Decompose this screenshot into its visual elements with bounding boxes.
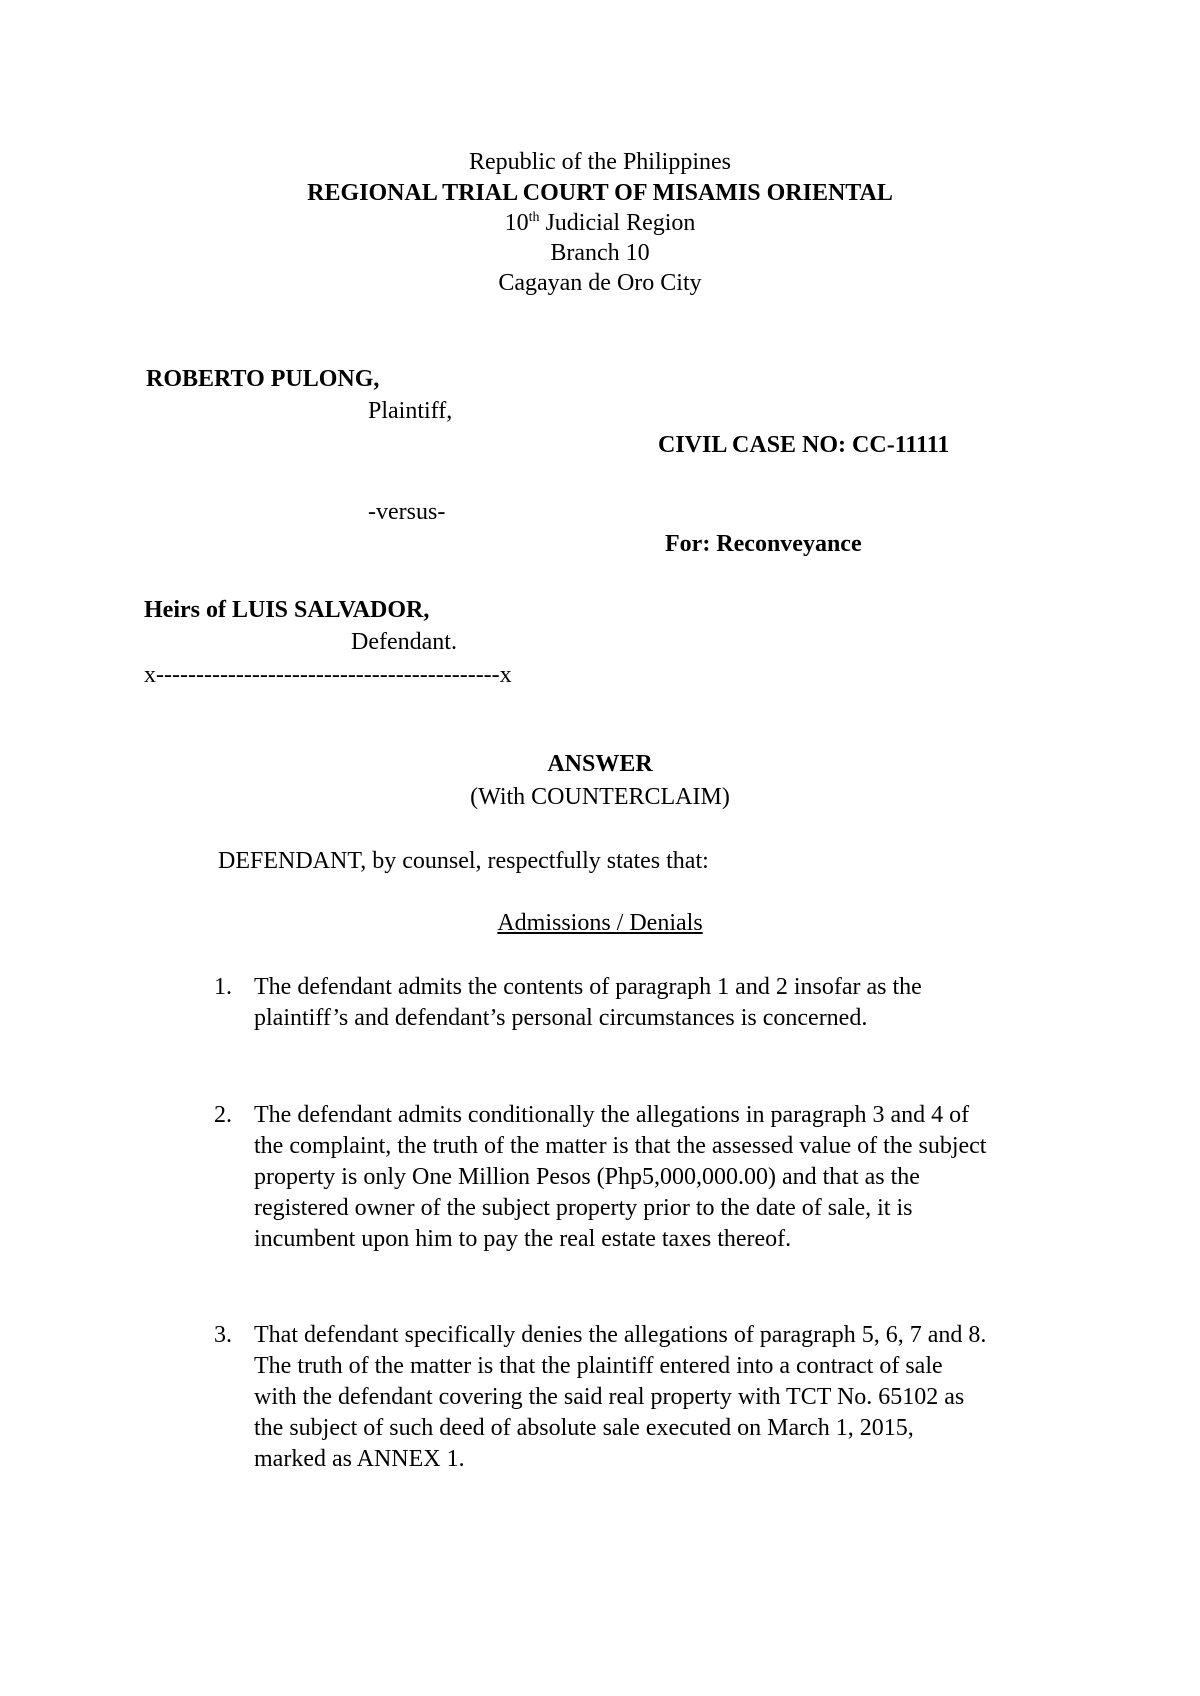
paragraph-text (254, 1320, 1058, 1475)
defendant-name: Heirs of LUIS SALVADOR, (144, 597, 430, 623)
paragraph-line: marked as ANNEX 1. (254, 1446, 465, 1472)
header-branch: Branch 10 (550, 240, 650, 266)
paragraph-1 (214, 972, 1058, 1034)
document-title: ANSWER (547, 751, 653, 777)
paragraph-2 (214, 1100, 1058, 1255)
paragraph-line: registered owner of the subject property prior to the date of sale, it is (254, 1195, 913, 1221)
header-region-num: 10 (504, 210, 529, 236)
paragraph-number: 3. (214, 1322, 232, 1348)
paragraph-line: the subject of such deed of absolute sale executed on March 1, 2015, (254, 1415, 914, 1441)
paragraph-text (254, 972, 1058, 1034)
paragraph-line: incumbent upon him to pay the real estate taxes thereof. (254, 1226, 792, 1252)
case-nature: For: Reconveyance (665, 531, 862, 557)
caption-separator: x-------------------------------------------x (144, 662, 512, 688)
paragraph-line: That defendant specifically denies the allegations of paragraph 5, 6, 7 and 8. (254, 1322, 987, 1348)
paragraph-number: 1. (214, 974, 232, 1000)
case-number: CIVIL CASE NO: CC-11111 (658, 432, 950, 458)
defendant-role: Defendant. (351, 629, 457, 655)
header-country: Republic of the Philippines (469, 149, 731, 175)
paragraph-line: plaintiff’s and defendant’s personal circumstances is concerned. (254, 1005, 868, 1031)
versus-label: -versus- (368, 499, 446, 525)
plaintiff-name: ROBERTO PULONG, (146, 366, 380, 392)
header-court: REGIONAL TRIAL COURT OF MISAMIS ORIENTAL (307, 180, 893, 206)
header-region-rest: Judicial Region (539, 210, 696, 236)
paragraph-line: The truth of the matter is that the plaintiff entered into a contract of sale (254, 1353, 943, 1379)
paragraph-line: The defendant admits the contents of paragraph 1 and 2 insofar as the (254, 974, 922, 1000)
section-heading-text: Admissions / Denials (497, 910, 703, 936)
document-subtitle: (With COUNTERCLAIM) (470, 784, 730, 810)
header-region (0, 208, 1200, 238)
paragraph-line: the complaint, the truth of the matter is that the assessed value of the subject (254, 1133, 987, 1159)
paragraph-3 (214, 1320, 1058, 1475)
paragraph-text (254, 1100, 1058, 1255)
section-heading (0, 908, 1200, 938)
intro-text: DEFENDANT, by counsel, respectfully states that: (218, 848, 709, 874)
paragraph-line: property is only One Million Pesos (Php5,000,000.00) and that as the (254, 1164, 920, 1190)
paragraph-line: The defendant admits conditionally the allegations in paragraph 3 and 4 of (254, 1102, 970, 1128)
plaintiff-role: Plaintiff, (368, 398, 453, 424)
header-city: Cagayan de Oro City (498, 270, 702, 296)
paragraph-line: with the defendant covering the said real property with TCT No. 65102 as (254, 1384, 965, 1410)
paragraph-number: 2. (214, 1102, 232, 1128)
header-region-sup: th (528, 210, 540, 225)
